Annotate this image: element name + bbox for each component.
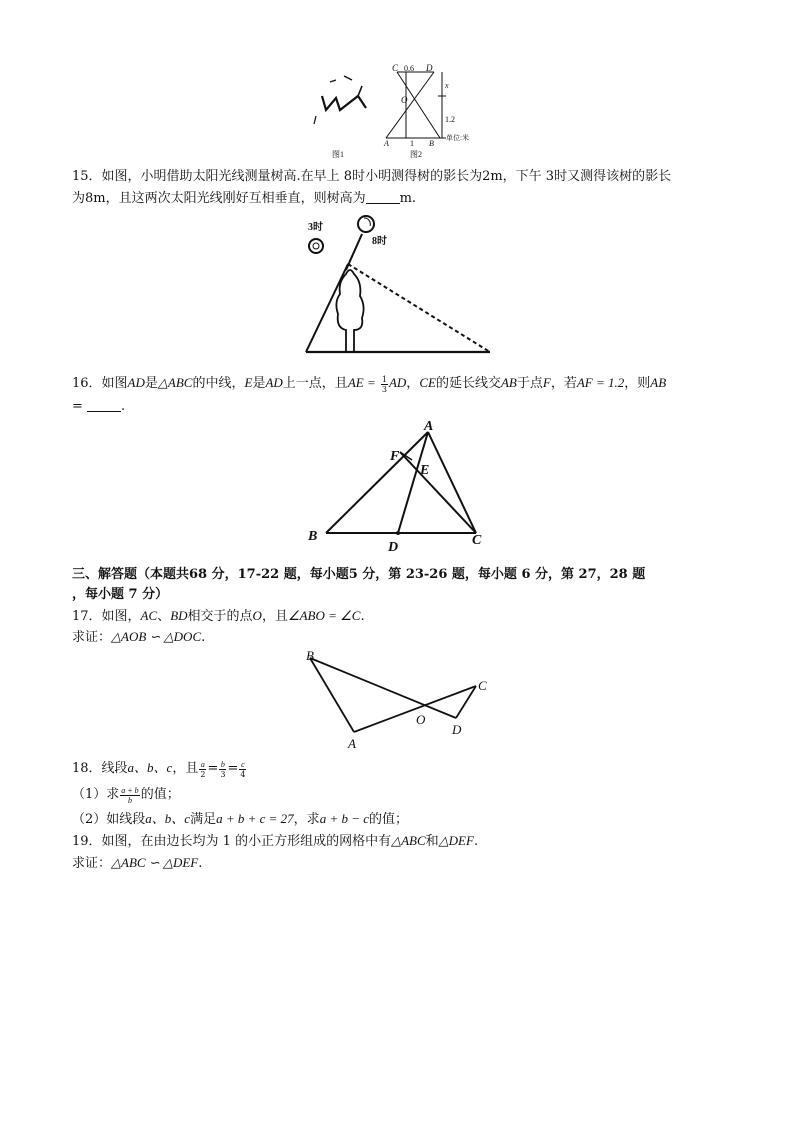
q18-eq: = (227, 761, 239, 776)
q16-math: AB (500, 375, 517, 390)
q16-label-F: F (390, 449, 400, 464)
q16-label-D: D (388, 540, 399, 555)
q16-math: F (542, 375, 551, 390)
q17-label-D: D (452, 722, 462, 737)
fig2-label-C: C (392, 63, 399, 73)
q16-text: 于点 (516, 376, 543, 391)
q17-text: 、 (157, 609, 171, 624)
q17-math: O (252, 608, 262, 623)
q17-text: 17．如图， (72, 609, 141, 624)
frac-num: c (241, 760, 245, 769)
q19-line2 (72, 852, 722, 875)
q17-text: ，且 (261, 609, 288, 624)
tree-icon (336, 270, 363, 352)
fig2-label-B: B (429, 139, 434, 148)
q16-label-C: C (472, 533, 482, 548)
q18-math: a、b、c (127, 760, 173, 775)
q18-text: 的值； (369, 812, 409, 827)
section3-heading-line1: 三、解答题（本题共68 分，17-22 题，每小题5 分，第 23-26 题，每小题 6 分，第 27，28 题 (72, 567, 646, 582)
q16-line1 (72, 372, 722, 395)
q15-unit: m. (399, 191, 417, 206)
frac-num: a + b (121, 786, 139, 795)
q16-math: E (244, 375, 253, 390)
q16-math: AD (127, 375, 145, 390)
fig2-label-unit: 单位:米 (446, 134, 469, 142)
fig2-label-A: A (384, 139, 389, 148)
q19-text: . (473, 834, 479, 849)
q16-text: 的延长线交 (435, 376, 501, 391)
q17-math: BD (170, 608, 188, 623)
q18-text: （2）如线段 (72, 812, 146, 827)
fig2-label-side: 1.2 (445, 115, 455, 124)
q18-math: a、b、c (145, 811, 191, 826)
q17-line1 (72, 605, 722, 628)
fig2-label-D: D (426, 63, 433, 73)
q16-math: AF = 1.2 (576, 375, 625, 390)
sun-3-icon (309, 239, 323, 253)
fig1-sketch (314, 76, 366, 124)
frac-num: a (200, 760, 205, 769)
q16-text: 的中线， (192, 376, 245, 391)
q19-line1 (72, 830, 722, 853)
q18-text: ，求 (293, 812, 320, 827)
q15-answer-blank (366, 189, 400, 204)
label-8-oclock: 8时 (372, 236, 387, 247)
q19-text: 和 (425, 834, 439, 849)
q16-text: ，若 (550, 376, 577, 391)
q18-text: 满足 (190, 812, 217, 827)
q17-text: 求证： (72, 630, 112, 645)
q15-line2-text: 为8m，且这两次太阳光线刚好互相垂直，则树高为 (72, 191, 366, 206)
q16-math: △ABC (157, 375, 193, 390)
fig1-caption: 图1 (332, 150, 344, 159)
q15-line2 (72, 188, 722, 210)
q16-text: 是 (252, 376, 266, 391)
q19-text: . (198, 856, 203, 871)
q17-label-A: A (348, 736, 356, 750)
q16-end: . (121, 399, 126, 414)
q17-math: AC (140, 608, 158, 623)
q16-text: 16．如图 (72, 376, 128, 391)
q18-part2 (72, 808, 722, 831)
q18-text: （1）求 (72, 787, 120, 802)
q18-part1 (72, 784, 722, 806)
fig2-label-bottom: 1 (410, 139, 414, 148)
fig2-label-top: 0.6 (404, 64, 414, 73)
q17-label-B: B (306, 648, 314, 663)
q18-text: 的值； (140, 787, 180, 802)
q16-eq: = (72, 399, 83, 414)
fig2-caption: 图2 (410, 150, 422, 159)
label-3-oclock: 3时 (308, 222, 323, 233)
q19-math: △ABC ∽ △DEF (111, 855, 199, 870)
q18-eq: = (207, 761, 219, 776)
q14-figure (300, 60, 500, 160)
q19-math: △ABC (391, 833, 426, 848)
q16-fraction (381, 375, 388, 394)
frac-den: b (127, 796, 132, 805)
q17-math: ∠ABO = ∠C (287, 608, 361, 623)
q17-text: . (201, 630, 206, 645)
q16-text: 上一点，且 (282, 376, 348, 391)
frac-den: 4 (240, 770, 246, 779)
section3-heading-line2: ，每小题 7 分） (72, 587, 169, 602)
q16-answer-blank (87, 397, 121, 412)
q16-math: AD (388, 375, 407, 390)
q18-math: a + b − c (319, 811, 370, 826)
q18-line1 (72, 757, 722, 780)
fig2-diagram (386, 72, 446, 138)
q17-text: 相交于的点 (187, 609, 253, 624)
fig2-label-O: O (401, 95, 408, 105)
q17-math: △AOB ∽ △DOC (111, 629, 202, 644)
q15-line1: 15．如图，小明借助太阳光线测量树高.在早上 8时小明测得树的影长为2m，下午 3时又测得该树的影长 (72, 169, 672, 184)
fig2-label-x: x (445, 81, 449, 90)
frac-den: 2 (200, 770, 206, 779)
frac-den: 3 (220, 770, 226, 779)
frac-num: b (220, 760, 225, 769)
q16-text: ，则 (624, 376, 651, 391)
q17-label-C: C (478, 678, 487, 693)
q17-figure (300, 646, 500, 750)
q16-math: AE = (347, 375, 376, 390)
q16-text: ， (406, 376, 420, 391)
q19-math: △DEF (438, 833, 474, 848)
q16-text: 是 (144, 376, 158, 391)
frac-a-2 (199, 760, 206, 779)
q17-label-O: O (416, 712, 426, 727)
q16-label-E: E (420, 463, 430, 478)
q17-text: . (360, 609, 365, 624)
q16-figure (300, 416, 500, 556)
q18-text: 18．线段 (72, 761, 128, 776)
q19-text: 求证： (72, 856, 112, 871)
q16-math: CE (419, 375, 436, 390)
q16-math: AB (650, 375, 667, 390)
frac-c-4 (239, 760, 246, 779)
frac-ab-b (120, 786, 139, 805)
q16-label-B: B (308, 529, 318, 544)
q16-label-A: A (424, 419, 434, 434)
frac-den: 3 (381, 385, 387, 394)
q16-line2 (72, 396, 722, 418)
q16-math: AD (265, 375, 283, 390)
q18-text: ，且 (172, 761, 199, 776)
q19-text: 19．如图，在由边长均为 1 的小正方形组成的网格中有 (72, 834, 392, 849)
frac-b-3 (219, 760, 226, 779)
q15-figure (296, 210, 496, 358)
q18-math: a + b + c = 27 (216, 811, 294, 826)
frac-num: 1 (381, 375, 387, 384)
